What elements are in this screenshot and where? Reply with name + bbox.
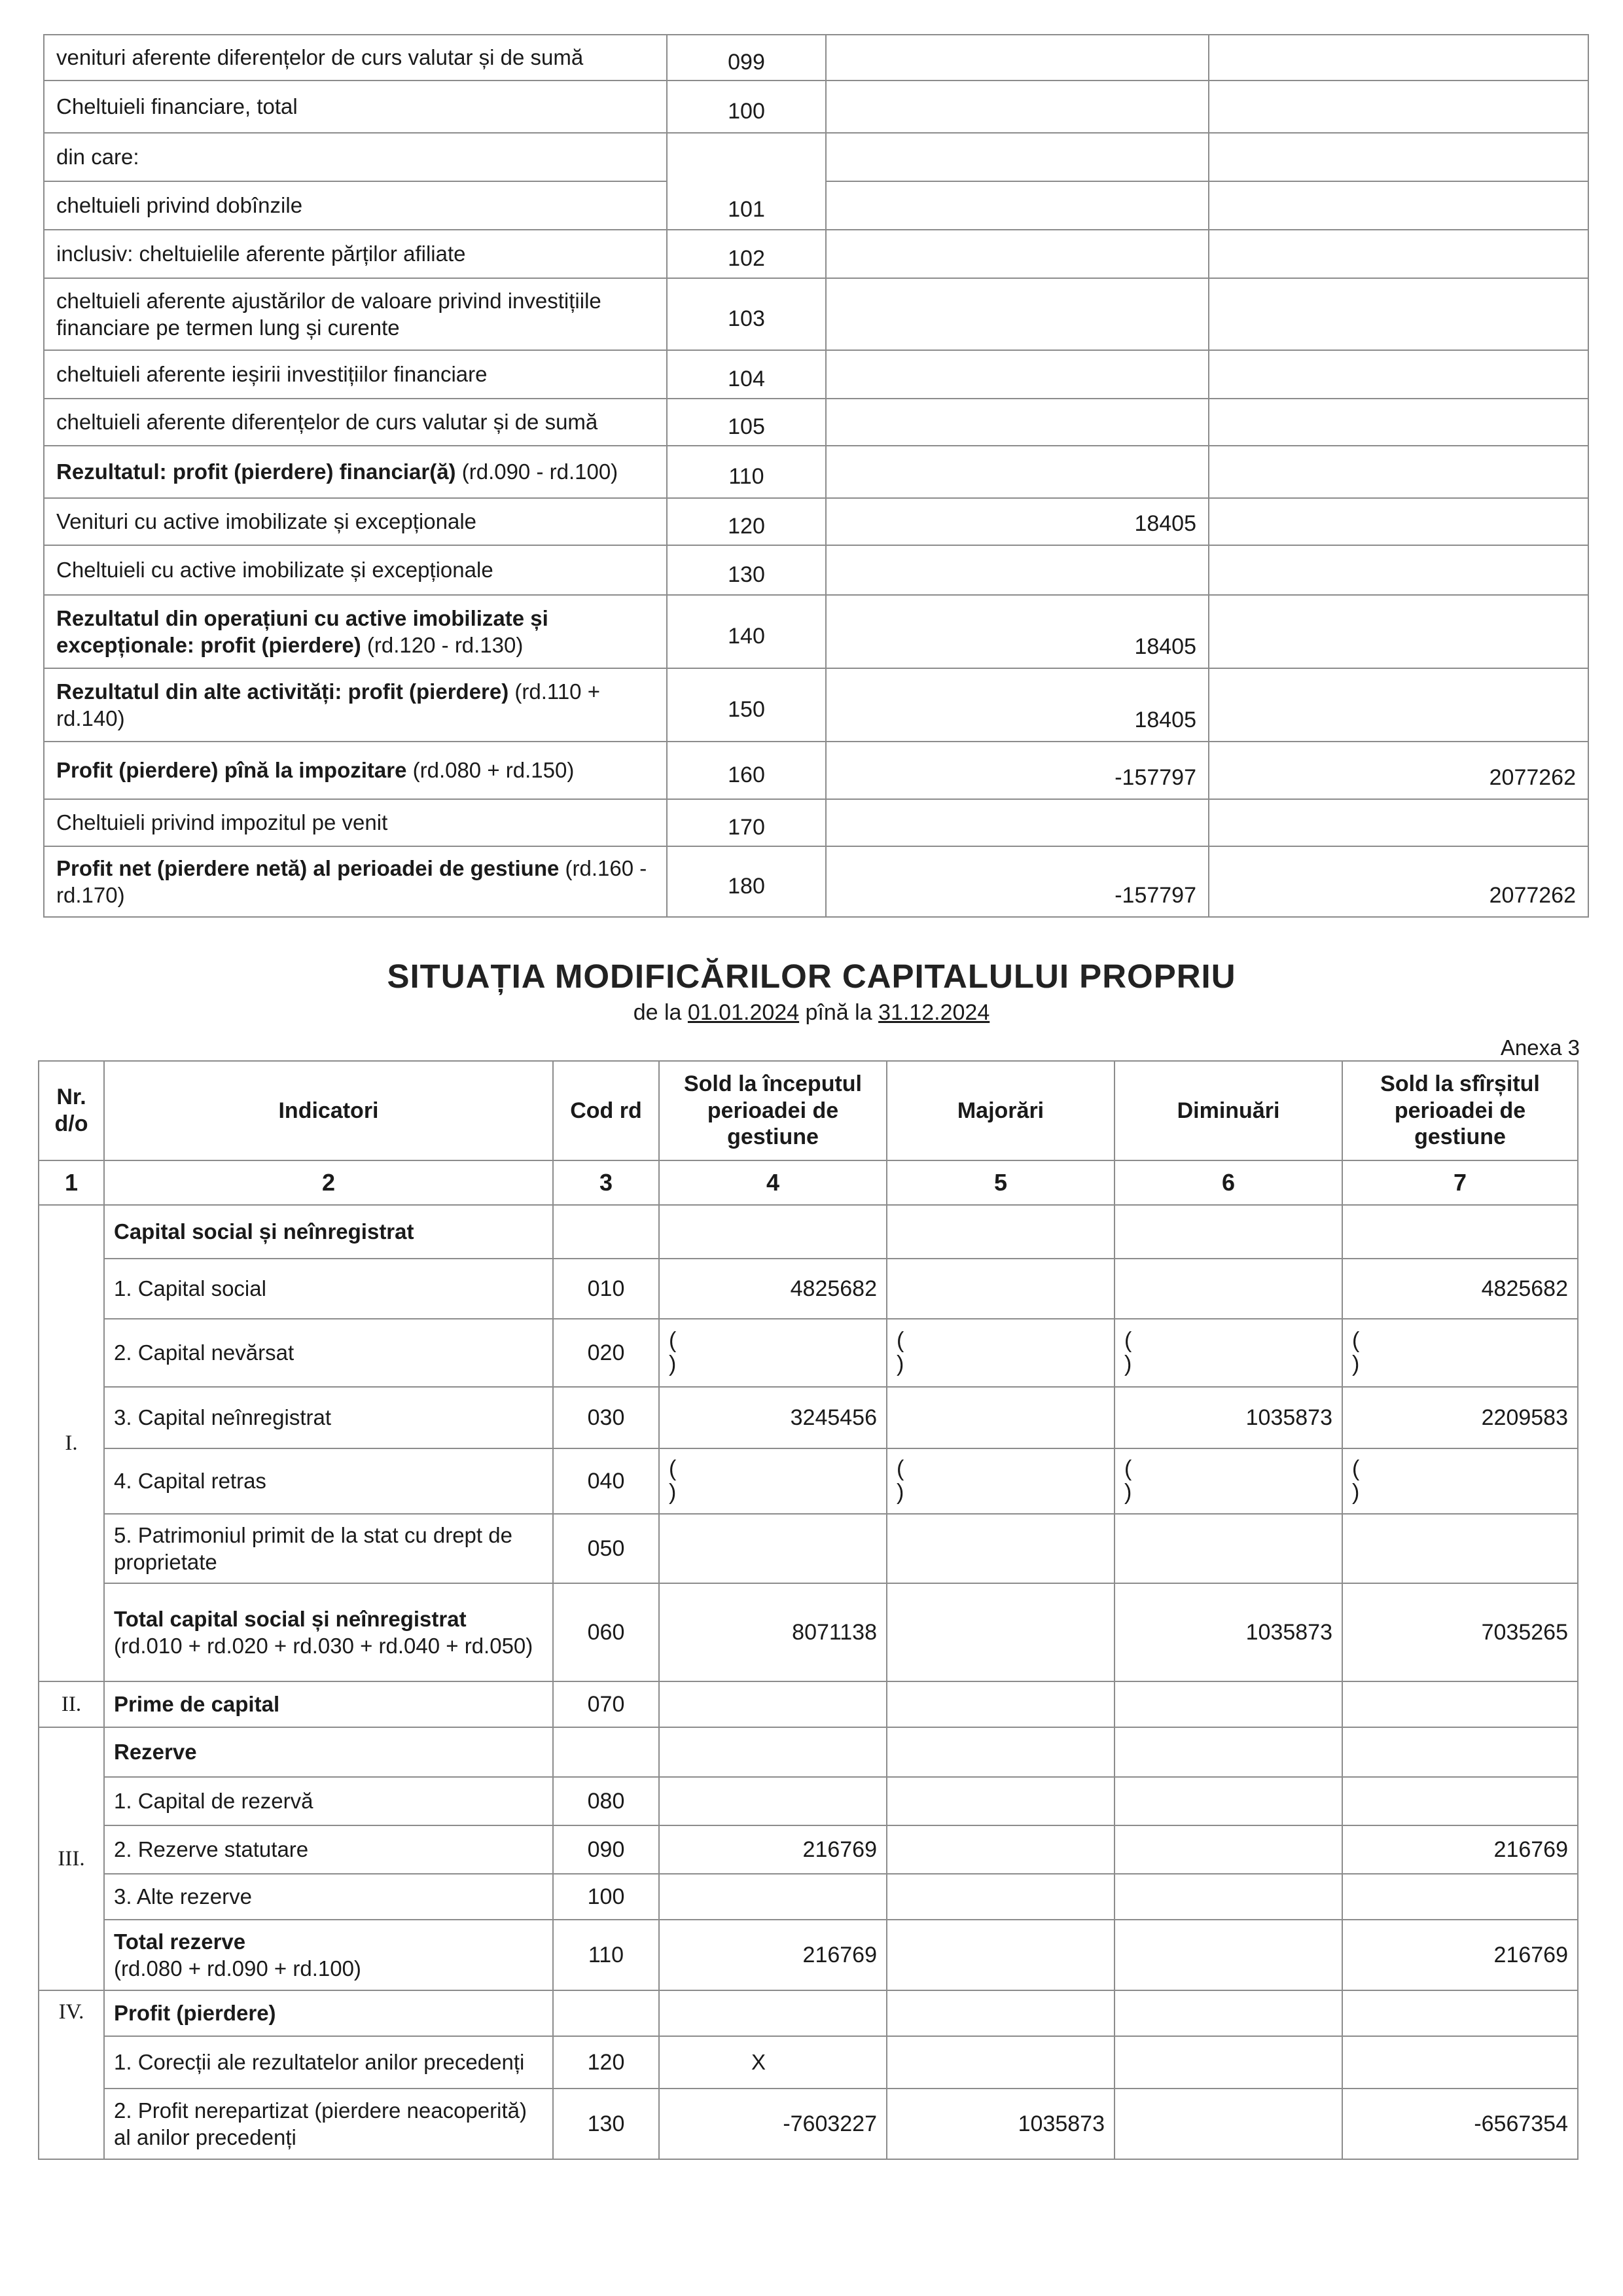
col-number: 6 — [1115, 1160, 1342, 1205]
table-row — [39, 2089, 1578, 2159]
cell-value: 8071138 — [659, 1583, 887, 1681]
table-row — [44, 81, 1588, 133]
section-title: SITUAȚIA MODIFICĂRILOR CAPITALULUI PROPRIU — [387, 958, 1236, 995]
row-code: 040 — [553, 1448, 659, 1514]
table-row — [39, 1727, 1578, 1777]
row-code: 150 — [667, 668, 826, 742]
table-row — [44, 545, 1588, 595]
row-label: 2. Capital nevărsat — [104, 1319, 553, 1387]
cell-value: 1035873 — [887, 2089, 1115, 2159]
negative-paren: ( ) — [897, 1456, 904, 1505]
row-label: Venituri cu active imobilizate și excepționale — [44, 498, 667, 545]
cell-value — [1209, 545, 1588, 595]
row-code: 100 — [553, 1874, 659, 1920]
cell-value — [1209, 81, 1588, 133]
table-row — [39, 2036, 1578, 2089]
table-row — [44, 399, 1588, 446]
reporting-period: de la 01.01.2024 pînă la 31.12.2024 — [633, 1000, 990, 1025]
row-label: Rezultatul din alte activități: profit (pierdere) (rd.110 + rd.140) — [44, 668, 667, 742]
cell-value — [826, 446, 1209, 498]
cell-value: 216769 — [1342, 1825, 1578, 1874]
cell-value — [826, 181, 1209, 230]
cell-value: 216769 — [1342, 1920, 1578, 1990]
negative-paren: ( ) — [1352, 1456, 1360, 1505]
cell-value — [826, 278, 1209, 350]
section-number: III. — [39, 1727, 104, 1990]
col-header-decreases: Diminuări — [1115, 1061, 1342, 1160]
row-label: 1. Corecții ale rezultatelor anilor precedenți — [104, 2036, 553, 2089]
row-code: 030 — [553, 1387, 659, 1448]
row-label: 5. Patrimoniul primit de la stat cu drept de proprietate — [104, 1514, 553, 1583]
row-label: Cheltuieli cu active imobilizate și excepționale — [44, 545, 667, 595]
table-row — [39, 1448, 1578, 1514]
row-label: Total rezerve (rd.080 + rd.090 + rd.100) — [104, 1920, 553, 1990]
table-row — [44, 278, 1588, 350]
row-label: Rezultatul: profit (pierdere) financiar(ă) (rd.090 - rd.100) — [44, 446, 667, 498]
row-code: 100 — [667, 81, 826, 133]
cell-value: -6567354 — [1342, 2089, 1578, 2159]
table-row — [44, 350, 1588, 399]
table-row — [39, 1387, 1578, 1448]
row-label: cheltuieli privind dobînzile — [44, 181, 667, 230]
col-number: 2 — [104, 1160, 553, 1205]
table-row — [44, 133, 1588, 181]
cell-value — [826, 81, 1209, 133]
row-label: 3. Capital neînregistrat — [104, 1387, 553, 1448]
negative-paren: ( ) — [1124, 1456, 1132, 1505]
cell-value — [887, 1583, 1115, 1681]
equity-changes-table — [38, 1060, 1578, 2160]
table-row — [39, 1319, 1578, 1387]
row-code: 160 — [667, 742, 826, 799]
cell-value — [826, 399, 1209, 446]
row-label: Rezultatul din operațiuni cu active imobilizate și excepționale: profit (pierdere) (rd.120 - rd.130) — [44, 595, 667, 668]
row-code: 110 — [553, 1920, 659, 1990]
table-row — [44, 846, 1588, 917]
cell-value: 18405 — [826, 498, 1209, 545]
table-row — [39, 1990, 1578, 2036]
period-end-date: 31.12.2024 — [878, 1000, 990, 1025]
row-label: Rezerve — [104, 1727, 553, 1777]
cell-value: 7035265 — [1342, 1583, 1578, 1681]
cell-value: -157797 — [826, 846, 1209, 917]
negative-paren: ( ) — [669, 1328, 677, 1376]
row-code: 130 — [667, 545, 826, 595]
column-number-row — [39, 1160, 1578, 1205]
row-label: cheltuieli aferente ieșirii investițiilor financiare — [44, 350, 667, 399]
negative-paren: ( ) — [1124, 1328, 1132, 1376]
row-label: Profit (pierdere) pînă la impozitare (rd.080 + rd.150) — [44, 742, 667, 799]
cell-value — [1209, 35, 1588, 81]
cell-value — [1209, 350, 1588, 399]
cell-value: 216769 — [659, 1920, 887, 1990]
table-row — [39, 1259, 1578, 1319]
cell-value: 18405 — [826, 595, 1209, 668]
cell-value: -157797 — [826, 742, 1209, 799]
col-number: 5 — [887, 1160, 1115, 1205]
negative-paren: ( ) — [669, 1456, 677, 1505]
cell-value — [887, 1387, 1115, 1448]
table-row — [39, 1583, 1578, 1681]
period-start-date: 01.01.2024 — [687, 1000, 800, 1025]
table-row — [39, 1205, 1578, 1259]
cell-value: 1035873 — [1115, 1583, 1342, 1681]
cell-value: X — [659, 2036, 887, 2089]
row-label: 2. Rezerve statutare — [104, 1825, 553, 1874]
row-code: 120 — [667, 498, 826, 545]
cell-value: 1035873 — [1115, 1387, 1342, 1448]
row-code: 102 — [667, 230, 826, 278]
row-label: venituri aferente diferențelor de curs valutar și de sumă — [44, 35, 667, 81]
row-label: 1. Capital de rezervă — [104, 1777, 553, 1825]
row-label: cheltuieli aferente diferențelor de curs valutar și de sumă — [44, 399, 667, 446]
table-row — [39, 1874, 1578, 1920]
header-row — [39, 1061, 1578, 1160]
col-header-opening-balance: Sold la începutul perioadei de gestiune — [659, 1061, 887, 1160]
row-code: 104 — [667, 350, 826, 399]
cell-value — [887, 1259, 1115, 1319]
row-code: 120 — [553, 2036, 659, 2089]
cell-value — [1209, 668, 1588, 742]
row-label: 1. Capital social — [104, 1259, 553, 1319]
cell-value — [1209, 399, 1588, 446]
row-code: 090 — [553, 1825, 659, 1874]
row-code: 140 — [667, 595, 826, 668]
table-row — [44, 498, 1588, 545]
cell-value: 4825682 — [1342, 1259, 1578, 1319]
table-row — [44, 230, 1588, 278]
table-row — [44, 181, 1588, 230]
row-code: 101 — [667, 181, 826, 230]
cell-value — [1209, 230, 1588, 278]
row-code: 105 — [667, 399, 826, 446]
row-label: 3. Alte rezerve — [104, 1874, 553, 1920]
cell-value: 2209583 — [1342, 1387, 1578, 1448]
col-header-closing-balance: Sold la sfîrșitul perioadei de gestiune — [1342, 1061, 1578, 1160]
negative-paren: ( ) — [897, 1328, 904, 1376]
cell-value — [826, 799, 1209, 846]
table-row — [44, 668, 1588, 742]
table-row — [39, 1825, 1578, 1874]
col-header-increases: Majorări — [887, 1061, 1115, 1160]
income-statement-table — [43, 34, 1589, 918]
row-code: 103 — [667, 278, 826, 350]
cell-value — [826, 133, 1209, 181]
row-code: 060 — [553, 1583, 659, 1681]
row-code: 170 — [667, 799, 826, 846]
row-label: Cheltuieli privind impozitul pe venit — [44, 799, 667, 846]
cell-value: 4825682 — [659, 1259, 887, 1319]
row-label: Total capital social și neînregistrat (rd.010 + rd.020 + rd.030 + rd.040 + rd.050) — [104, 1583, 553, 1681]
row-label: Profit net (pierdere netă) al perioadei de gestiune (rd.160 - rd.170) — [44, 846, 667, 917]
cell-value — [1209, 799, 1588, 846]
cell-value: 216769 — [659, 1825, 887, 1874]
cell-value — [1115, 2089, 1342, 2159]
row-code: 180 — [667, 846, 826, 917]
col-number: 1 — [39, 1160, 104, 1205]
col-header-indicators: Indicatori — [104, 1061, 553, 1160]
col-header-nr: Nr. d/o — [39, 1061, 104, 1160]
table-row — [44, 742, 1588, 799]
cell-value — [1209, 133, 1588, 181]
cell-value — [826, 35, 1209, 81]
row-label: Prime de capital — [104, 1681, 553, 1727]
section-number: I. — [39, 1205, 104, 1681]
table-row — [39, 1514, 1578, 1583]
negative-paren: ( ) — [1352, 1328, 1360, 1376]
cell-value: 18405 — [826, 668, 1209, 742]
cell-value — [1209, 446, 1588, 498]
row-label: cheltuieli aferente ajustărilor de valoare privind investițiile financiare pe termen lung și curente — [44, 278, 667, 350]
cell-value — [1209, 181, 1588, 230]
col-number: 4 — [659, 1160, 887, 1205]
row-label: 2. Profit nerepartizat (pierdere neacoperită) al anilor precedenți — [104, 2089, 553, 2159]
cell-value — [1209, 498, 1588, 545]
row-code: 010 — [553, 1259, 659, 1319]
row-code: 130 — [553, 2089, 659, 2159]
col-number: 3 — [553, 1160, 659, 1205]
cell-value — [826, 230, 1209, 278]
cell-value — [1115, 1259, 1342, 1319]
row-label: Cheltuieli financiare, total — [44, 81, 667, 133]
row-code: 070 — [553, 1681, 659, 1727]
table-row — [39, 1681, 1578, 1727]
table-row — [39, 1777, 1578, 1825]
annex-label: Anexa 3 — [1500, 1035, 1580, 1060]
col-number: 7 — [1342, 1160, 1578, 1205]
row-code: 099 — [667, 35, 826, 81]
row-label: Capital social și neînregistrat — [104, 1205, 553, 1259]
section-number: IV. — [39, 1990, 104, 2159]
row-label: 4. Capital retras — [104, 1448, 553, 1514]
table-row — [39, 1920, 1578, 1990]
row-code: 080 — [553, 1777, 659, 1825]
row-code — [667, 133, 826, 181]
row-label: inclusiv: cheltuielile aferente părților afiliate — [44, 230, 667, 278]
table-row — [44, 595, 1588, 668]
row-code: 110 — [667, 446, 826, 498]
table-row — [44, 446, 1588, 498]
row-code: 020 — [553, 1319, 659, 1387]
cell-value — [1209, 278, 1588, 350]
cell-value: 2077262 — [1209, 846, 1588, 917]
cell-value — [826, 350, 1209, 399]
cell-value: -7603227 — [659, 2089, 887, 2159]
cell-value: 3245456 — [659, 1387, 887, 1448]
table-row — [44, 35, 1588, 81]
cell-value — [1209, 595, 1588, 668]
row-label: din care: — [44, 133, 667, 181]
cell-value — [826, 545, 1209, 595]
table-row — [44, 799, 1588, 846]
section-number: II. — [39, 1681, 104, 1727]
row-code: 050 — [553, 1514, 659, 1583]
cell-value: 2077262 — [1209, 742, 1588, 799]
row-label: Profit (pierdere) — [104, 1990, 553, 2036]
col-header-code: Cod rd — [553, 1061, 659, 1160]
